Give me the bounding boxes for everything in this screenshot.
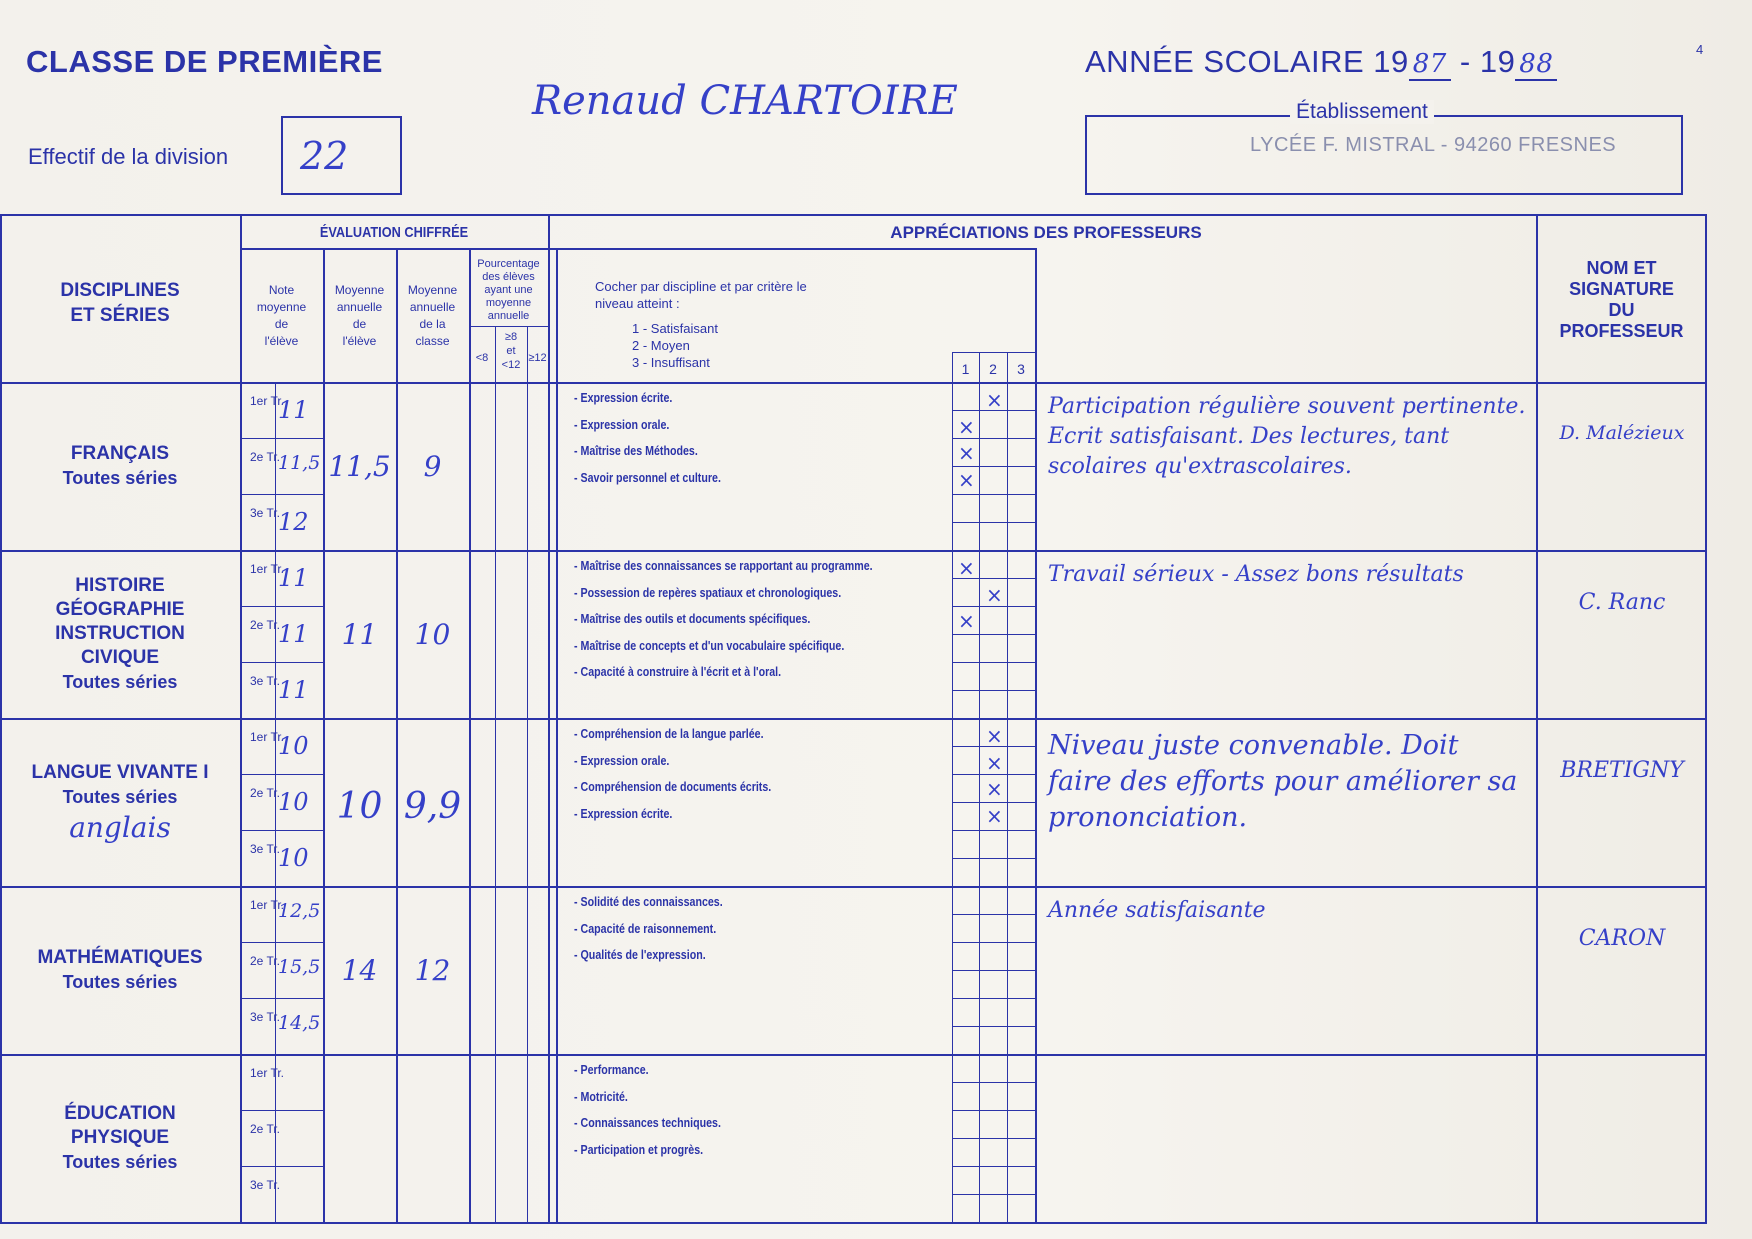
tr-divider <box>240 774 323 775</box>
teacher-appreciation: Travail sérieux - Assez bons résultats <box>1048 562 1464 587</box>
professor-signature: CARON <box>1578 926 1666 951</box>
criterion: - Maîtrise des Méthodes. <box>574 443 698 458</box>
pct-lt8: <8 <box>475 352 489 364</box>
level-col-2: 2 <box>989 361 997 377</box>
checkbox-line <box>952 1194 1035 1195</box>
checkbox-line <box>952 1166 1035 1167</box>
nom-signature-header: NOM ET SIGNATURE DU PROFESSEUR <box>1559 258 1684 341</box>
teacher-appreciation: Niveau juste convenable. Doit faire des efforts pour améliorer sa prononciation. <box>1048 730 1518 833</box>
moyenne-eleve: 10 <box>336 786 383 827</box>
trimester-label: 1er Tr. <box>250 898 285 912</box>
disciplines-header: DISCIPLINES ET SÉRIES <box>60 280 180 326</box>
year-start: 87 <box>1409 49 1451 81</box>
checkbox-line <box>952 494 1035 495</box>
col-divider <box>1007 352 1008 1224</box>
trimester-note: 11 <box>278 564 309 592</box>
row-divider <box>240 248 1035 250</box>
level-3: 3 - Insuffisant <box>632 355 710 370</box>
level-mark: × <box>958 467 975 492</box>
professor-signature: C. Ranc <box>1578 590 1666 615</box>
trimester-label: 2e Tr. <box>250 954 281 968</box>
col-divider <box>396 248 398 1224</box>
pourcentage-header: Pourcentage des élèves ayant une moyenne annuelle <box>477 258 540 322</box>
checkbox-line <box>952 1082 1035 1083</box>
student-name: Renaud CHARTOIRE <box>532 78 958 124</box>
discipline-name: MATHÉMATIQUES <box>37 947 203 968</box>
criterion: - Maîtrise des connaissances se rapportant au programme. <box>574 558 873 573</box>
trimester-label: 3e Tr. <box>250 842 281 856</box>
level-col-1: 1 <box>961 361 970 377</box>
year-prefix: ANNÉE SCOLAIRE 19 <box>1085 44 1409 79</box>
tr-divider <box>240 942 323 943</box>
level-mark: × <box>958 556 975 580</box>
discipline-name: ÉDUCATION PHYSIQUE <box>64 1103 176 1148</box>
discipline-name: LANGUE VIVANTE I <box>31 762 209 783</box>
level-1: 1 - Satisfaisant <box>632 321 718 336</box>
row-divider <box>952 352 1035 353</box>
trimester-label: 2e Tr. <box>250 786 281 800</box>
moy-eleve-header: Moyenne annuelle de l'élève <box>334 283 385 348</box>
level-mark: × <box>986 724 1003 748</box>
effectif-value: 22 <box>300 134 349 178</box>
moy-classe-header: Moyenne annuelle de la classe <box>407 283 458 348</box>
discipline-series: Toutes séries <box>62 672 178 692</box>
level-col-3: 3 <box>1017 361 1025 377</box>
school-year <box>1085 44 1557 81</box>
discipline-series: Toutes séries <box>62 787 178 807</box>
language-name: anglais <box>69 811 171 844</box>
tr-divider <box>240 438 323 439</box>
trimester-label: 3e Tr. <box>250 506 281 520</box>
level-mark: × <box>986 750 1003 775</box>
professor-signature: BRETIGNY <box>1560 758 1684 783</box>
tr-divider <box>240 662 323 663</box>
trimester-label: 1er Tr. <box>250 562 285 576</box>
trimester-note: 12,5 <box>278 900 321 922</box>
trimester-note: 11 <box>278 396 309 424</box>
moyenne-eleve: 11,5 <box>328 450 391 483</box>
pct-mid: ≥8 et <12 <box>501 331 521 371</box>
trimester-label: 2e Tr. <box>250 618 281 632</box>
year-end: 88 <box>1515 49 1557 81</box>
criterion: - Qualités de l'expression. <box>574 947 706 962</box>
moyenne-classe: 9,9 <box>403 786 462 827</box>
col-divider <box>1035 248 1037 1224</box>
row-divider <box>0 718 1707 720</box>
tr-divider <box>240 494 323 495</box>
moyenne-classe: 12 <box>414 954 451 987</box>
trimester-label: 3e Tr. <box>250 674 281 688</box>
criterion: - Expression orale. <box>574 752 670 768</box>
tr-divider <box>240 998 323 999</box>
row-divider <box>0 886 1707 888</box>
checkbox-line <box>952 914 1035 915</box>
tr-divider <box>240 1110 323 1111</box>
checkbox-line <box>952 634 1035 635</box>
checkbox-line <box>952 970 1035 971</box>
trimester-note: 14,5 <box>278 1012 321 1034</box>
checkbox-line <box>952 662 1035 663</box>
teacher-appreciation: Participation régulière souvent pertinente. Ecrit satisfaisant. Des lectures, tant scolaires qu'extrascolaires. <box>1048 394 1526 479</box>
trimester-note: 11 <box>278 620 309 648</box>
class-title: CLASSE DE PREMIÈRE <box>26 44 383 79</box>
criterion: - Expression écrite. <box>574 805 673 821</box>
tr-divider <box>240 830 323 831</box>
trimester-label: 3e Tr. <box>250 1178 281 1192</box>
trimester-label: 2e Tr. <box>250 450 281 464</box>
trimester-label: 3e Tr. <box>250 1010 281 1024</box>
note-moyenne-header: Note moyenne de l'élève <box>256 283 307 348</box>
col-divider <box>323 248 325 1224</box>
trimester-note: 10 <box>278 732 309 760</box>
moyenne-eleve: 14 <box>341 954 378 987</box>
tr-divider <box>240 1166 323 1167</box>
levels-legend <box>632 320 718 371</box>
checkbox-line <box>952 1138 1035 1139</box>
col-divider <box>495 326 496 1224</box>
criterion: - Performance. <box>574 1062 649 1077</box>
discipline-name: HISTOIRE GÉOGRAPHIE INSTRUCTION CIVIQUE <box>55 575 185 668</box>
effectif-label: Effectif de la division <box>28 144 229 169</box>
criterion: - Connaissances techniques. <box>574 1115 721 1130</box>
criterion: - Compréhension de documents écrits. <box>574 779 772 794</box>
criterion: - Expression écrite. <box>574 390 673 405</box>
criterion: - Solidité des connaissances. <box>574 894 723 909</box>
criterion: - Maîtrise des outils et documents spécifiques. <box>574 611 811 626</box>
trimester-label: 1er Tr. <box>250 1066 285 1080</box>
year-sep: - 19 <box>1459 44 1516 79</box>
level-mark: × <box>986 388 1003 412</box>
level-mark: × <box>986 777 1003 801</box>
row-divider <box>0 1054 1707 1056</box>
col-divider <box>527 326 528 1224</box>
discipline-series: Toutes séries <box>62 972 178 992</box>
row-divider <box>0 382 1707 384</box>
level-mark: × <box>986 803 1003 828</box>
level-2: 2 - Moyen <box>632 338 690 353</box>
level-mark: × <box>986 582 1003 607</box>
criterion: - Compréhension de la langue parlée. <box>574 726 764 741</box>
criterion: - Capacité à construire à l'écrit et à l'oral. <box>574 664 782 679</box>
criterion: - Maîtrise de concepts et d'un vocabulaire spécifique. <box>574 637 845 653</box>
criterion: - Participation et progrès. <box>574 1141 704 1157</box>
evaluation-header: ÉVALUATION CHIFFRÉE <box>319 224 469 241</box>
trimester-note: 11 <box>278 676 309 704</box>
checkbox-line <box>952 942 1035 943</box>
row-divider <box>0 550 1707 552</box>
level-mark: × <box>958 441 975 465</box>
moyenne-eleve: 11 <box>341 618 378 651</box>
checkbox-line <box>952 522 1035 523</box>
criterion: - Motricité. <box>574 1088 628 1104</box>
criterion: - Expression orale. <box>574 416 670 432</box>
trimester-note: 15,5 <box>278 956 321 978</box>
professor-signature: D. Malézieux <box>1559 422 1685 444</box>
trimester-label: 1er Tr. <box>250 730 285 744</box>
checkbox-line <box>952 998 1035 999</box>
pct-ge12: ≥12 <box>528 352 547 364</box>
col-divider <box>556 248 558 1224</box>
trimester-label: 2e Tr. <box>250 1122 281 1136</box>
teacher-appreciation: Année satisfaisante <box>1048 898 1266 923</box>
page-number: 4 <box>1696 42 1704 57</box>
trimester-note: 10 <box>278 844 309 872</box>
checkbox-line <box>952 830 1035 831</box>
trimester-note: 11,5 <box>278 452 321 474</box>
checkbox-line <box>952 1026 1035 1027</box>
moyenne-classe: 9 <box>423 450 442 483</box>
trimester-label: 1er Tr. <box>250 394 285 408</box>
appreciations-header: APPRÉCIATIONS DES PROFESSEURS <box>890 223 1202 242</box>
cocher-instruction: Cocher par discipline et par critère le niveau atteint : <box>595 279 807 311</box>
tr-divider <box>240 606 323 607</box>
trimester-note: 10 <box>278 788 309 816</box>
col-divider <box>952 352 953 1224</box>
checkbox-line <box>952 858 1035 859</box>
row-divider <box>469 326 548 327</box>
level-mark: × <box>958 609 975 633</box>
discipline-series: Toutes séries <box>62 468 178 488</box>
etablissement-label: Établissement <box>1290 100 1434 124</box>
col-divider <box>979 352 980 1224</box>
criterion: - Savoir personnel et culture. <box>574 469 721 485</box>
checkbox-line <box>952 1110 1035 1111</box>
col-divider <box>469 248 471 1224</box>
criterion: - Capacité de raisonnement. <box>574 920 717 936</box>
moyenne-classe: 10 <box>414 618 451 651</box>
criterion: - Possession de repères spatiaux et chronologiques. <box>574 584 842 600</box>
discipline-name: FRANÇAIS <box>70 443 170 464</box>
level-mark: × <box>958 414 975 439</box>
trimester-note: 12 <box>278 508 309 536</box>
etablissement-value: LYCÉE F. MISTRAL - 94260 FRESNES <box>1250 134 1617 156</box>
discipline-series: Toutes séries <box>62 1152 178 1172</box>
checkbox-line <box>952 690 1035 691</box>
